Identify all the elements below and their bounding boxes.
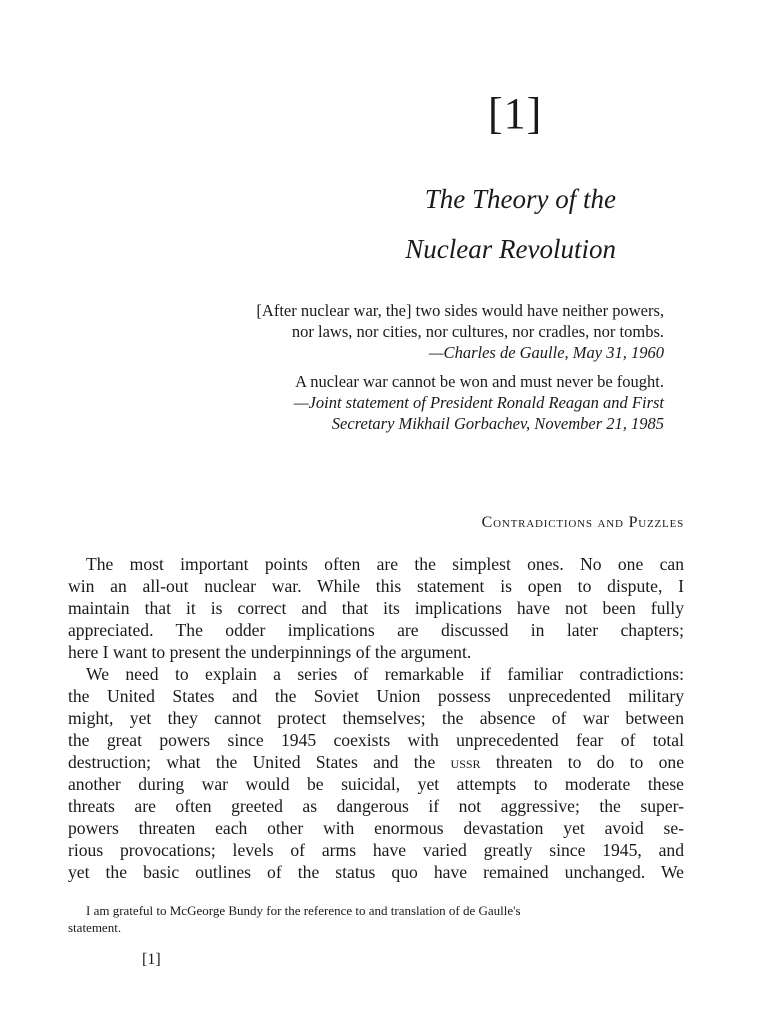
chapter-title-line: The Theory of the: [424, 184, 616, 214]
body-line: threats are often greeted as dangerous if not aggressive; the super-: [68, 796, 684, 816]
epigraph-quote-line: A nuclear war cannot be won and must never be fought.: [295, 372, 664, 391]
chapter-title: [405, 174, 616, 274]
footnote-line: I am grateful to McGeorge Bundy for the reference to and translation of de Gaulle's: [86, 903, 521, 918]
body-line: maintain that it is correct and that its implications have not been fully: [68, 598, 684, 618]
body-line: The most important points often are the simplest ones. No one can: [86, 554, 684, 574]
body-text: [68, 553, 684, 883]
body-line: might, yet they cannot protect themselves; the absence of war between: [68, 708, 684, 728]
page-number: [1]: [142, 951, 161, 968]
body-line: yet the basic outlines of the status quo have remained unchanged. We: [68, 862, 684, 882]
epigraph-attribution: —Charles de Gaulle, May 31, 1960: [428, 343, 664, 362]
body-line: We need to explain a series of remarkable if familiar contradictions:: [86, 664, 684, 684]
chapter-title-line: Nuclear Revolution: [405, 234, 616, 264]
body-line: destruction; what the United States and the ussr threaten to do to one: [68, 752, 684, 772]
body-line: the great powers since 1945 coexists with unprecedented fear of total: [68, 730, 684, 750]
section-heading: Contradictions and Puzzles: [481, 514, 684, 531]
body-line: another during war would be suicidal, yet attempts to moderate these: [68, 774, 684, 794]
epigraph-de-gaulle: [256, 300, 664, 363]
epigraph-attribution: Secretary Mikhail Gorbachev, November 21, 1985: [331, 414, 664, 433]
epigraph-reagan-gorbachev: [294, 371, 664, 434]
body-line: win an all-out nuclear war. While this statement is open to dispute, I: [68, 576, 684, 596]
footnote: [68, 902, 684, 936]
body-line: powers threaten each other with enormous devastation yet avoid se-: [68, 818, 684, 838]
epigraph-quote-line: [After nuclear war, the] two sides would have neither powers,: [256, 301, 664, 320]
epigraph-attribution: —Joint statement of President Ronald Reagan and First: [293, 393, 664, 412]
footnote-line: statement.: [68, 920, 122, 935]
body-line: rious provocations; levels of arms have varied greatly since 1945, and: [68, 840, 684, 860]
epigraph-quote-line: nor laws, nor cities, nor cultures, nor cradles, nor tombs.: [291, 322, 664, 341]
body-line: appreciated. The odder implications are discussed in later chapters;: [68, 620, 684, 640]
chapter-number: [1]: [488, 89, 543, 138]
body-line: here I want to present the underpinnings of the argument.: [68, 642, 472, 662]
ussr-abbreviation: ussr: [450, 752, 481, 772]
body-line: the United States and the Soviet Union possess unprecedented military: [68, 686, 684, 706]
